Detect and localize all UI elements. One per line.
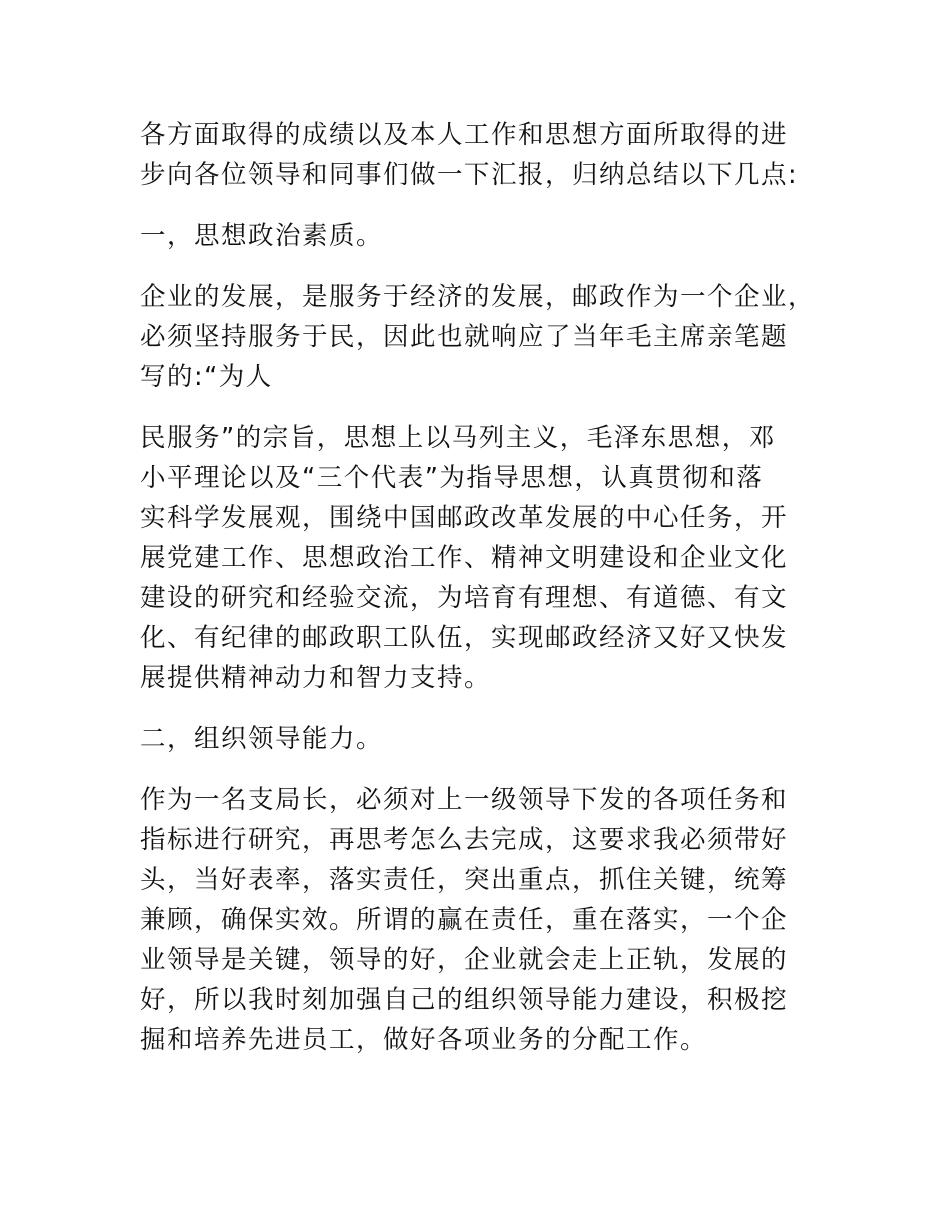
text-line: 各方面取得的成绩以及本人工作和思想方面所取得的进: [140, 120, 789, 150]
text-line: 小平理论以及“三个代表”为指导思想，认真贯彻和落: [140, 463, 764, 493]
text-line: 展提供精神动力和智力支持。: [140, 663, 492, 693]
text-line: 兼顾，确保实效。所谓的赢在责任，重在落实，一个企: [140, 905, 789, 935]
text-line: 一，思想政治素质。: [140, 221, 384, 251]
heading-one: [140, 216, 820, 256]
text-line: 头，当好表率，落实责任，突出重点，抓住关键，统筹: [140, 865, 789, 895]
text-line: 指标进行研究，再思考怎么去完成，这要求我必须带好: [140, 825, 789, 855]
text-line: 写的:“为人: [140, 362, 273, 392]
text-line: 建设的研究和经验交流，为培育有理想、有道德、有文: [140, 583, 789, 613]
text-line: 化、有纪律的邮政职工队伍，实现邮政经济又好又快发: [140, 623, 789, 653]
paragraph-serve-people: [140, 418, 820, 698]
document-body: [140, 115, 820, 1081]
text-line: 掘和培养先进员工，做好各项业务的分配工作。: [140, 1025, 708, 1055]
text-line: 好，所以我时刻加强自己的组织领导能力建设，积极挖: [140, 985, 789, 1015]
text-line: 民服务”的宗旨，思想上以马列主义，毛泽东思想，邓: [140, 423, 776, 453]
paragraph-leadership: [140, 780, 820, 1060]
text-line: 业领导是关键，领导的好，企业就会走上正轨，发展的: [140, 945, 789, 975]
paragraph-enterprise-development: [140, 277, 820, 397]
text-line: 作为一名支局长，必须对上一级领导下发的各项任务和: [140, 785, 789, 815]
text-line: 步向各位领导和同事们做一下汇报，归纳总结以下几点:: [140, 160, 799, 190]
text-line: 企业的发展，是服务于经济的发展，邮政作为一个企业，: [140, 282, 816, 312]
intro-paragraph: [140, 115, 820, 195]
text-line: 二，组织领导能力。: [140, 724, 384, 754]
text-line: 展党建工作、思想政治工作、精神文明建设和企业文化: [140, 543, 789, 573]
text-line: 必须坚持服务于民，因此也就响应了当年毛主席亲笔题: [140, 322, 789, 352]
heading-two: [140, 719, 820, 759]
text-line: 实科学发展观，围绕中国邮政改革发展的中心任务，开: [140, 503, 789, 533]
